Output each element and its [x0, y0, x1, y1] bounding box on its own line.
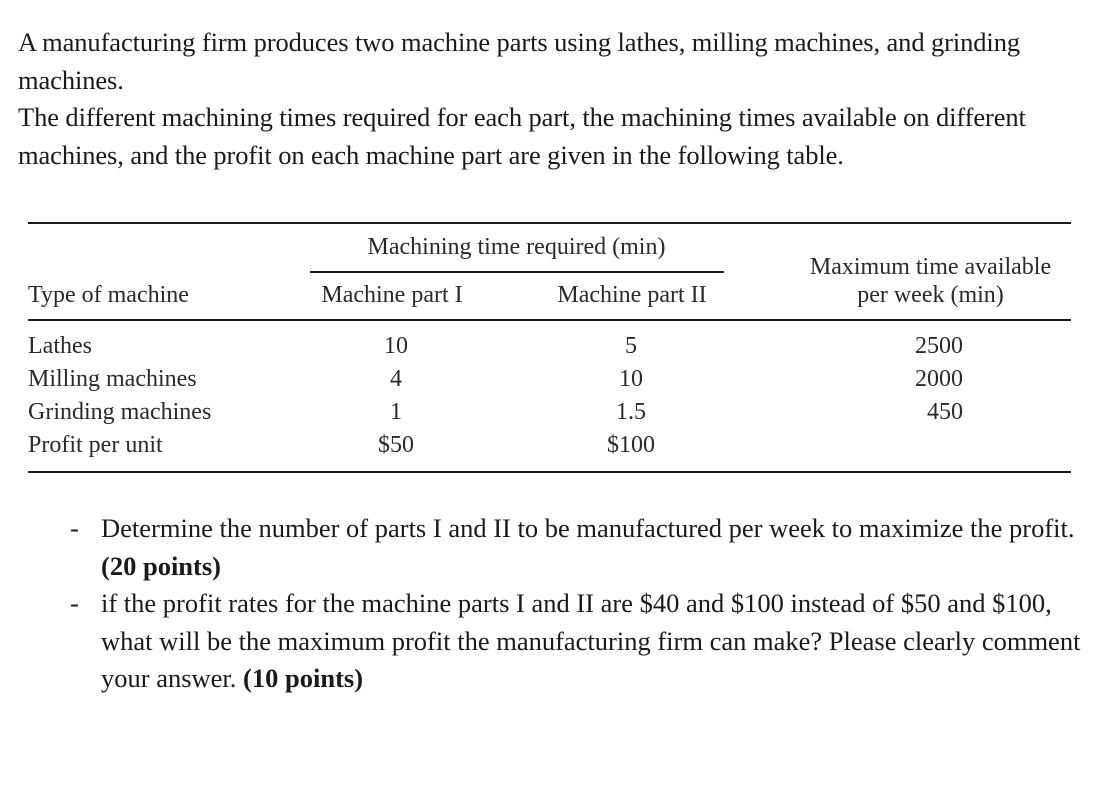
row-lathes-part2: 5: [625, 333, 637, 359]
row-milling-type: Milling machines: [28, 366, 197, 392]
header-type-of-machine: Type of machine: [28, 282, 189, 308]
row-profit-part2: $100: [607, 432, 655, 458]
row-lathes-type: Lathes: [28, 333, 92, 359]
machining-table: [28, 218, 1071, 478]
header-machine-part-1: Machine part I: [321, 282, 463, 308]
row-grinding-type: Grinding machines: [28, 399, 212, 425]
header-machine-part-2: Machine part II: [557, 282, 707, 308]
header-max-time-line1: Maximum time available: [809, 254, 1052, 280]
row-lathes-part1: 10: [384, 333, 408, 359]
header-max-time-line2: per week (min): [857, 282, 1004, 308]
row-grinding-part2: 1.5: [616, 399, 646, 425]
row-milling-max: 2000: [915, 366, 963, 392]
question-2-points: (10 points): [243, 663, 364, 693]
question-1-bullet: -: [70, 513, 79, 543]
header-bottom-rule: [28, 319, 1071, 321]
group-header-machining-time: Machining time required (min): [367, 234, 666, 260]
question-1-points: (20 points): [101, 550, 222, 581]
row-lathes-max: 2500: [915, 333, 963, 359]
intro-paragraph-2: The different machining times required for each part, the machining times available on different machines, and the profit on each machine part are given in the following table.: [18, 102, 1026, 170]
question-2: [70, 585, 1100, 698]
question-2-text: if the profit rates for the machine parts I and II are $40 and $100 instead of $50 and $100, what will be the maximum profit the manufacturing firm can make? Please clearly comment your answer.: [101, 588, 1081, 693]
question-1: [70, 510, 1100, 585]
row-profit-type: Profit per unit: [28, 432, 163, 458]
question-2-bullet: -: [70, 588, 79, 618]
row-grinding-max: 450: [927, 399, 963, 425]
row-milling-part2: 10: [619, 366, 643, 392]
row-grinding-part1: 1: [390, 399, 402, 425]
row-profit-part1: $50: [378, 432, 414, 458]
table-bottom-rule: [28, 471, 1071, 473]
group-header-underline: [310, 271, 724, 273]
intro-paragraph-1: A manufacturing firm produces two machine parts using lathes, milling machines, and grinding machines.: [18, 27, 1020, 95]
question-list: [70, 510, 1100, 698]
table-top-rule: [28, 222, 1071, 224]
row-milling-part1: 4: [390, 366, 402, 392]
question-1-text: Determine the number of parts I and II to be manufactured per week to maximize the profit.: [101, 513, 1075, 543]
problem-intro: [18, 24, 1103, 174]
